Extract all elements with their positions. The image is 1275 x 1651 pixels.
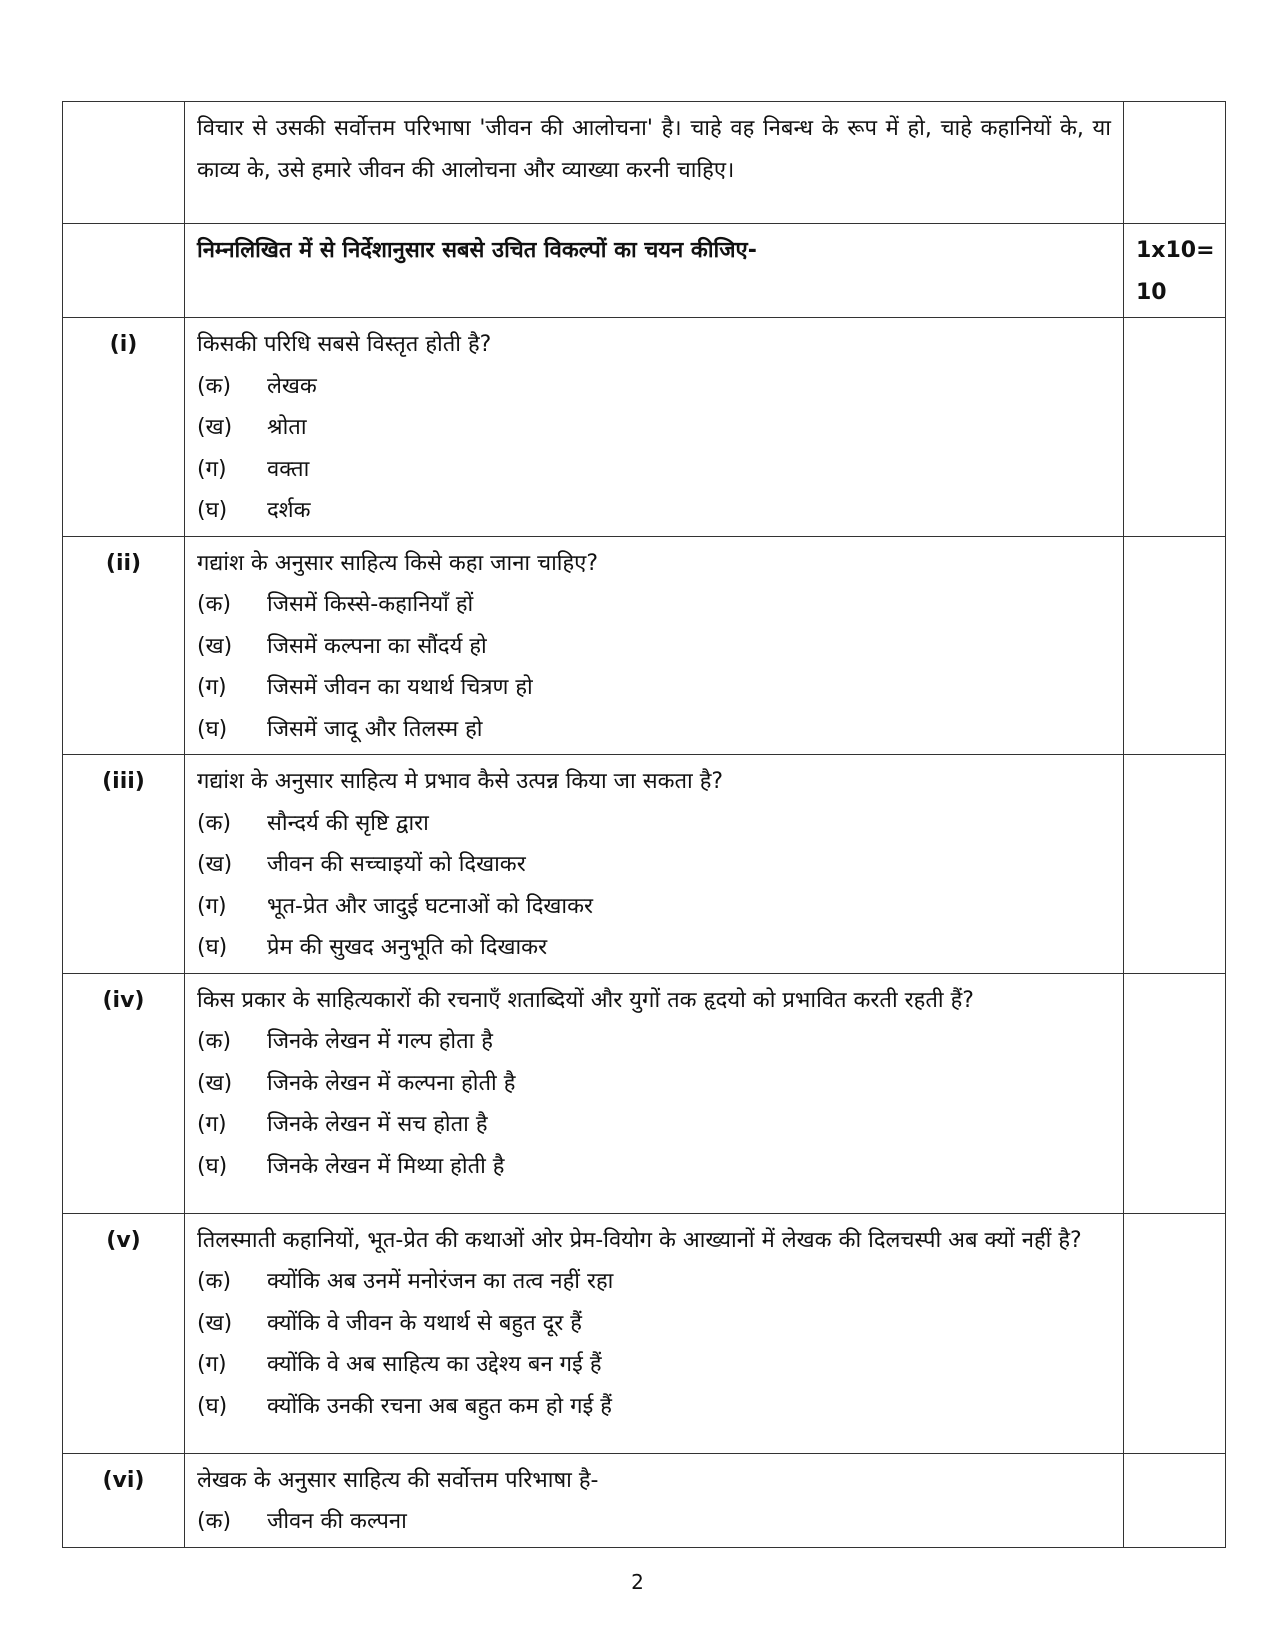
option xyxy=(197,449,1111,491)
question-cell xyxy=(185,536,1124,755)
option xyxy=(197,803,1111,845)
option-label: (ग) xyxy=(197,1112,227,1137)
option-text: जिनके लेखन में सच होता है xyxy=(267,1112,488,1137)
option xyxy=(197,1303,1111,1345)
option-label: (क) xyxy=(197,1269,232,1294)
option xyxy=(197,366,1111,408)
question-text: तिलस्माती कहानियों, भूत-प्रेत की कथाओं ओर प्रेम-वियोग के आख्यानों में लेखक की दिलचस्पी अब क्यों नहीं है? xyxy=(197,1227,1082,1253)
instruction-text: निम्नलिखित में से निर्देशानुसार सबसे उचित विकल्पों का चयन कीजिए- xyxy=(197,238,757,263)
option xyxy=(197,1501,1111,1543)
option-label: (क) xyxy=(197,1029,232,1054)
option-label: (ख) xyxy=(197,1310,233,1336)
option-text: जिनके लेखन में मिथ्या होती है xyxy=(267,1153,505,1179)
option xyxy=(197,1386,1111,1428)
question-row xyxy=(63,973,1226,1213)
option xyxy=(197,407,1111,449)
question-text: लेखक के अनुसार साहित्य की सर्वोत्तम परिभाषा है- xyxy=(197,1467,599,1493)
question-text: गद्यांश के अनुसार साहित्य किसे कहा जाना चाहिए? xyxy=(197,550,598,576)
question-marks-cell xyxy=(1124,1213,1226,1453)
option-label: (ग) xyxy=(197,893,227,919)
option-text: वक्ता xyxy=(267,456,310,482)
question-number: (i) xyxy=(63,318,185,537)
option-text: जिसमें किस्से-कहानियाँ हों xyxy=(267,592,474,617)
option-label: (ग) xyxy=(197,675,227,700)
option xyxy=(197,1344,1111,1386)
option-label: (ख) xyxy=(197,415,233,440)
question-row xyxy=(63,318,1226,537)
option-text: जिसमें जादू और तिलस्म हो xyxy=(267,716,483,742)
passage-row xyxy=(63,102,1226,224)
option xyxy=(197,667,1111,709)
option-text: श्रोता xyxy=(267,415,307,440)
question-text: किस प्रकार के साहित्यकारों की रचनाएँ शताब्दियों और युगों तक हृदयो को प्रभावित करती रहती हैं? xyxy=(197,987,974,1013)
question-row xyxy=(63,1213,1226,1453)
passage-text: विचार से उसकी सर्वोत्तम परिभाषा 'जीवन की आलोचना' है। चाहे वह निबन्ध के रूप में हो, चाहे कहानियों के, या काव्य के, उसे हमारे जीवन की आलोचना और व्याख्या करनी चाहिए। xyxy=(197,116,1111,183)
option-text: क्योंकि वे अब साहित्य का उद्देश्य बन गई हैं xyxy=(267,1352,602,1377)
option xyxy=(197,1063,1111,1105)
passage-num-cell xyxy=(63,102,185,224)
option xyxy=(197,626,1111,668)
option xyxy=(197,844,1111,886)
option-text: जिनके लेखन में गल्प होता है xyxy=(267,1029,493,1054)
option-text: भूत-प्रेत और जादुई घटनाओं को दिखाकर xyxy=(267,893,594,919)
option-text: लेखक xyxy=(267,373,317,399)
question-marks-cell xyxy=(1124,1453,1226,1547)
option xyxy=(197,584,1111,626)
option-label: (ग) xyxy=(197,1352,227,1377)
question-cell xyxy=(185,318,1124,537)
page-number: 2 xyxy=(631,1570,644,1594)
marks-cell xyxy=(1124,224,1226,318)
question-marks-cell xyxy=(1124,536,1226,755)
option xyxy=(197,1021,1111,1063)
option-text: प्रेम की सुखद अनुभूति को दिखाकर xyxy=(267,935,548,960)
marks-line-1: 1x10= xyxy=(1136,238,1215,263)
question-number: (v) xyxy=(63,1213,185,1453)
question-table xyxy=(62,101,1226,1548)
question-marks-cell xyxy=(1124,755,1226,974)
option-label: (क) xyxy=(197,1509,232,1534)
question-number: (ii) xyxy=(63,536,185,755)
passage-cell xyxy=(185,102,1124,224)
option xyxy=(197,927,1111,969)
instruction-cell xyxy=(185,224,1124,318)
option-label: (घ) xyxy=(197,716,228,742)
instruction-num-cell xyxy=(63,224,185,318)
option xyxy=(197,1104,1111,1146)
option-label: (क) xyxy=(197,810,232,836)
option-text: जीवन की कल्पना xyxy=(267,1509,407,1534)
option-text: जीवन की सच्चाइयों को दिखाकर xyxy=(267,852,526,877)
question-marks-cell xyxy=(1124,973,1226,1213)
option-text: क्योंकि उनकी रचना अब बहुत कम हो गई हैं xyxy=(267,1393,612,1419)
question-cell xyxy=(185,1453,1124,1547)
instruction-row xyxy=(63,224,1226,318)
option-text: सौन्दर्य की सृष्टि द्वारा xyxy=(267,810,429,836)
option-text: जिसमें जीवन का यथार्थ चित्रण हो xyxy=(267,675,533,700)
option-label: (ख) xyxy=(197,852,233,877)
question-row xyxy=(63,755,1226,974)
option xyxy=(197,1146,1111,1188)
option-label: (ख) xyxy=(197,1070,233,1096)
question-marks-cell xyxy=(1124,318,1226,537)
question-number: (iv) xyxy=(63,973,185,1213)
option-label: (घ) xyxy=(197,935,228,960)
option xyxy=(197,886,1111,928)
option-text: क्योंकि वे जीवन के यथार्थ से बहुत दूर हैं xyxy=(267,1310,582,1336)
option-text: जिसमें कल्पना का सौंदर्य हो xyxy=(267,633,487,659)
passage-marks-cell xyxy=(1124,102,1226,224)
question-cell xyxy=(185,1213,1124,1453)
question-row xyxy=(63,536,1226,755)
option-label: (घ) xyxy=(197,1153,228,1179)
question-number: (iii) xyxy=(63,755,185,974)
option-label: (घ) xyxy=(197,498,228,523)
question-cell xyxy=(185,973,1124,1213)
option-text: क्योंकि अब उनमें मनोरंजन का तत्व नहीं रहा xyxy=(267,1269,614,1294)
option xyxy=(197,709,1111,751)
option-label: (क) xyxy=(197,592,232,617)
question-text: किसकी परिधि सबसे विस्तृत होती है? xyxy=(197,332,492,357)
question-text: गद्यांश के अनुसार साहित्य मे प्रभाव कैसे उत्पन्न किया जा सकता है? xyxy=(197,769,724,794)
question-number: (vi) xyxy=(63,1453,185,1547)
option xyxy=(197,1261,1111,1303)
option-label: (क) xyxy=(197,373,232,399)
marks-line-2: 10 xyxy=(1136,279,1167,305)
option-label: (घ) xyxy=(197,1393,228,1419)
option-text: जिनके लेखन में कल्पना होती है xyxy=(267,1070,516,1096)
option-label: (ग) xyxy=(197,456,227,482)
question-row xyxy=(63,1453,1226,1547)
option xyxy=(197,490,1111,532)
option-label: (ख) xyxy=(197,633,233,659)
option-text: दर्शक xyxy=(267,498,311,523)
question-cell xyxy=(185,755,1124,974)
